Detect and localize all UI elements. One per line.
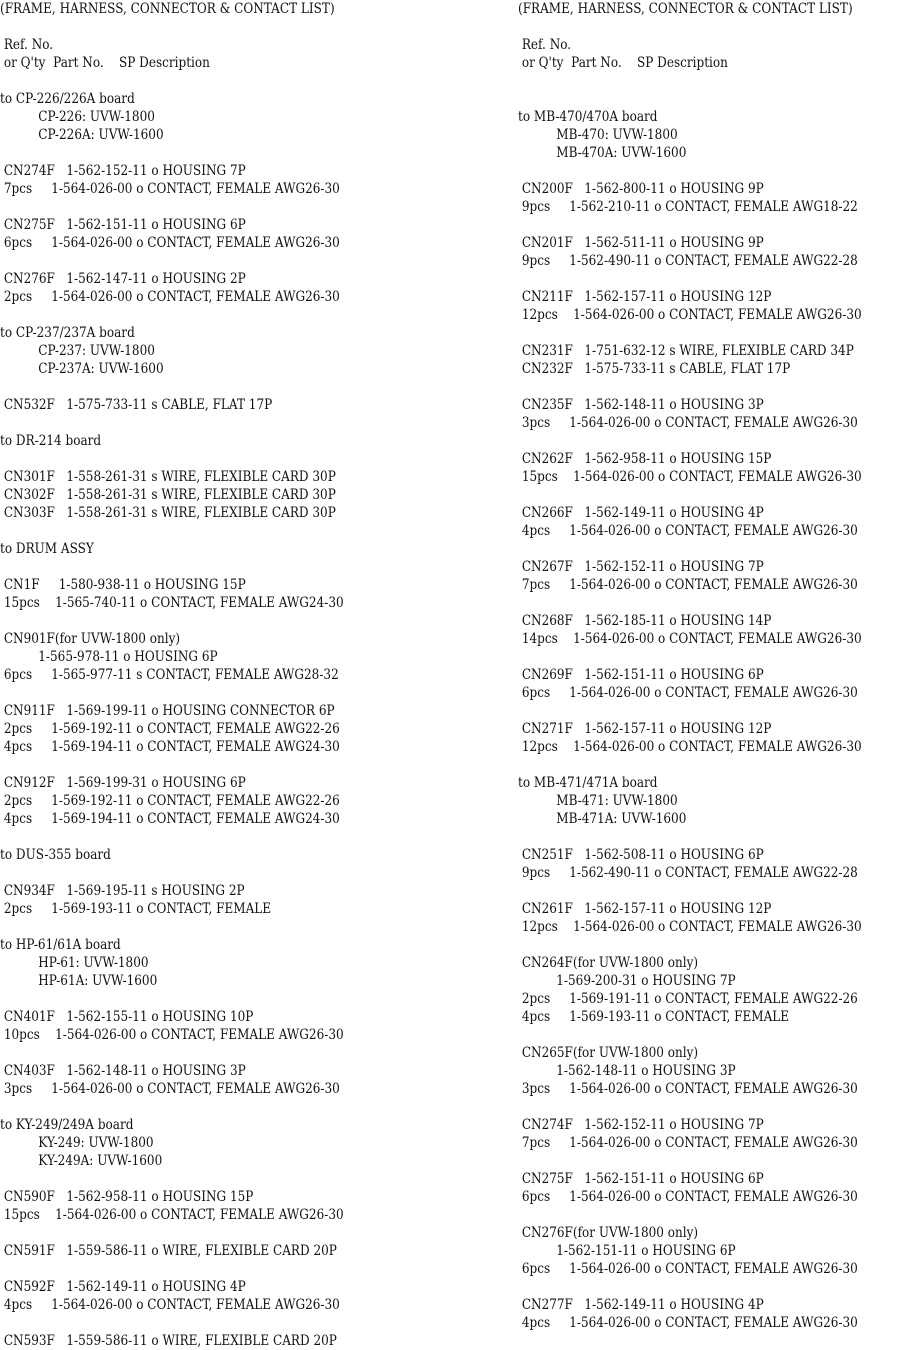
- left-part-entry: CN303F 1-558-261-31 s WIRE, FLEXIBLE CARD 30P: [0, 505, 336, 521]
- left-part-entry: CN403F 1-562-148-11 o HOUSING 3P: [0, 1063, 246, 1079]
- right-column-headers: Ref. No.: [518, 37, 572, 53]
- left-part-entry: CN301F 1-558-261-31 s WIRE, FLEXIBLE CARD 30P: [0, 469, 336, 485]
- left-column-headers: or Q'ty Part No. SP Description: [0, 55, 210, 71]
- left-column: [0, 0, 450, 1349]
- left-part-entry: CP-237: UVW-1800: [0, 343, 155, 359]
- right-part-entry: MB-471A: UVW-1600: [518, 811, 687, 827]
- right-part-entry: CN268F 1-562-185-11 o HOUSING 14P: [518, 613, 772, 629]
- left-part-entry: 6pcs 1-565-977-11 s CONTACT, FEMALE AWG28-32: [0, 667, 339, 683]
- right-part-entry: 14pcs 1-564-026-00 o CONTACT, FEMALE AWG26-30: [518, 631, 862, 647]
- right-part-entry: 3pcs 1-564-026-00 o CONTACT, FEMALE AWG26-30: [518, 415, 858, 431]
- left-part-entry: CP-226: UVW-1800: [0, 109, 155, 125]
- right-part-entry: CN269F 1-562-151-11 o HOUSING 6P: [518, 667, 764, 683]
- left-part-entry: 2pcs 1-564-026-00 o CONTACT, FEMALE AWG26-30: [0, 289, 340, 305]
- left-section-heading: to DR-214 board: [0, 433, 102, 449]
- right-part-entry: 6pcs 1-564-026-00 o CONTACT, FEMALE AWG26-30: [518, 1261, 858, 1277]
- right-part-entry: 12pcs 1-564-026-00 o CONTACT, FEMALE AWG26-30: [518, 919, 862, 935]
- right-part-entry: 1-562-151-11 o HOUSING 6P: [518, 1243, 736, 1259]
- right-part-entry: CN232F 1-575-733-11 s CABLE, FLAT 17P: [518, 361, 791, 377]
- left-part-entry: 3pcs 1-564-026-00 o CONTACT, FEMALE AWG26-30: [0, 1081, 340, 1097]
- right-part-entry: CN251F 1-562-508-11 o HOUSING 6P: [518, 847, 764, 863]
- left-part-entry: CN275F 1-562-151-11 o HOUSING 6P: [0, 217, 246, 233]
- right-part-entry: 4pcs 1-564-026-00 o CONTACT, FEMALE AWG26-30: [518, 1315, 858, 1331]
- left-section-heading: to CP-237/237A board: [0, 325, 135, 341]
- left-part-entry: 4pcs 1-569-194-11 o CONTACT, FEMALE AWG24-30: [0, 739, 340, 755]
- right-part-entry: CN231F 1-751-632-12 s WIRE, FLEXIBLE CARD 34P: [518, 343, 854, 359]
- left-part-entry: 6pcs 1-564-026-00 o CONTACT, FEMALE AWG26-30: [0, 235, 340, 251]
- left-part-entry: CN276F 1-562-147-11 o HOUSING 2P: [0, 271, 246, 287]
- right-part-entry: CN265F(for UVW-1800 only): [518, 1045, 699, 1061]
- left-part-entry: 2pcs 1-569-193-11 o CONTACT, FEMALE: [0, 901, 272, 917]
- right-part-entry: 12pcs 1-564-026-00 o CONTACT, FEMALE AWG26-30: [518, 307, 862, 323]
- left-part-entry: CN593F 1-559-586-11 o WIRE, FLEXIBLE CARD 20P: [0, 1333, 337, 1349]
- right-part-entry: CN235F 1-562-148-11 o HOUSING 3P: [518, 397, 764, 413]
- right-part-entry: 7pcs 1-564-026-00 o CONTACT, FEMALE AWG26-30: [518, 1135, 858, 1151]
- left-part-entry: CN1F 1-580-938-11 o HOUSING 15P: [0, 577, 246, 593]
- left-part-entry: CN274F 1-562-152-11 o HOUSING 7P: [0, 163, 246, 179]
- left-part-entry: 15pcs 1-565-740-11 o CONTACT, FEMALE AWG24-30: [0, 595, 344, 611]
- right-part-entry: 12pcs 1-564-026-00 o CONTACT, FEMALE AWG26-30: [518, 739, 862, 755]
- right-part-entry: 9pcs 1-562-210-11 o CONTACT, FEMALE AWG18-22: [518, 199, 858, 215]
- right-part-entry: MB-470A: UVW-1600: [518, 145, 687, 161]
- right-part-entry: CN211F 1-562-157-11 o HOUSING 12P: [518, 289, 772, 305]
- right-section-heading: to MB-470/470A board: [518, 109, 658, 125]
- right-part-entry: 4pcs 1-569-193-11 o CONTACT, FEMALE: [518, 1009, 790, 1025]
- right-part-entry: 3pcs 1-564-026-00 o CONTACT, FEMALE AWG26-30: [518, 1081, 858, 1097]
- left-part-entry: 15pcs 1-564-026-00 o CONTACT, FEMALE AWG26-30: [0, 1207, 344, 1223]
- left-part-entry: CN592F 1-562-149-11 o HOUSING 4P: [0, 1279, 246, 1295]
- right-part-entry: CN275F 1-562-151-11 o HOUSING 6P: [518, 1171, 764, 1187]
- left-part-entry: CP-226A: UVW-1600: [0, 127, 164, 143]
- left-part-entry: 4pcs 1-569-194-11 o CONTACT, FEMALE AWG24-30: [0, 811, 340, 827]
- right-part-entry: CN262F 1-562-958-11 o HOUSING 15P: [518, 451, 772, 467]
- left-part-entry: CN532F 1-575-733-11 s CABLE, FLAT 17P: [0, 397, 273, 413]
- left-part-entry: CN901F(for UVW-1800 only): [0, 631, 181, 647]
- left-part-entry: HP-61: UVW-1800: [0, 955, 149, 971]
- right-part-entry: 2pcs 1-569-191-11 o CONTACT, FEMALE AWG22-26: [518, 991, 858, 1007]
- right-part-entry: 6pcs 1-564-026-00 o CONTACT, FEMALE AWG26-30: [518, 1189, 858, 1205]
- right-part-entry: CN264F(for UVW-1800 only): [518, 955, 699, 971]
- left-part-entry: HP-61A: UVW-1600: [0, 973, 158, 989]
- right-part-entry: CN271F 1-562-157-11 o HOUSING 12P: [518, 721, 772, 737]
- left-part-entry: CN912F 1-569-199-31 o HOUSING 6P: [0, 775, 246, 791]
- left-part-entry: 4pcs 1-564-026-00 o CONTACT, FEMALE AWG26-30: [0, 1297, 340, 1313]
- left-section-heading: to HP-61/61A board: [0, 937, 121, 953]
- right-page-header: (FRAME, HARNESS, CONNECTOR & CONTACT LIST): [518, 1, 853, 17]
- left-part-entry: 2pcs 1-569-192-11 o CONTACT, FEMALE AWG22-26: [0, 721, 340, 737]
- left-part-entry: 7pcs 1-564-026-00 o CONTACT, FEMALE AWG26-30: [0, 181, 340, 197]
- left-part-entry: 1-565-978-11 o HOUSING 6P: [0, 649, 218, 665]
- left-part-entry: CN591F 1-559-586-11 o WIRE, FLEXIBLE CARD 20P: [0, 1243, 337, 1259]
- left-column-headers: Ref. No.: [0, 37, 54, 53]
- right-part-entry: MB-471: UVW-1800: [518, 793, 678, 809]
- right-part-entry: CN274F 1-562-152-11 o HOUSING 7P: [518, 1117, 764, 1133]
- right-part-entry: CN276F(for UVW-1800 only): [518, 1225, 699, 1241]
- left-part-entry: CN401F 1-562-155-11 o HOUSING 10P: [0, 1009, 254, 1025]
- left-part-entry: CN934F 1-569-195-11 s HOUSING 2P: [0, 883, 245, 899]
- right-part-entry: 1-562-148-11 o HOUSING 3P: [518, 1063, 736, 1079]
- right-part-entry: CN267F 1-562-152-11 o HOUSING 7P: [518, 559, 764, 575]
- left-part-entry: CN911F 1-569-199-11 o HOUSING CONNECTOR 6P: [0, 703, 335, 719]
- right-part-entry: 9pcs 1-562-490-11 o CONTACT, FEMALE AWG22-28: [518, 865, 858, 881]
- right-column-headers: or Q'ty Part No. SP Description: [518, 55, 728, 71]
- right-section-heading: to MB-471/471A board: [518, 775, 658, 791]
- right-part-entry: CN261F 1-562-157-11 o HOUSING 12P: [518, 901, 772, 917]
- left-section-heading: to CP-226/226A board: [0, 91, 135, 107]
- right-part-entry: 6pcs 1-564-026-00 o CONTACT, FEMALE AWG26-30: [518, 685, 858, 701]
- right-part-entry: 1-569-200-31 o HOUSING 7P: [518, 973, 736, 989]
- left-part-entry: 2pcs 1-569-192-11 o CONTACT, FEMALE AWG22-26: [0, 793, 340, 809]
- left-section-heading: to DRUM ASSY: [0, 541, 94, 557]
- right-part-entry: 9pcs 1-562-490-11 o CONTACT, FEMALE AWG22-28: [518, 253, 858, 269]
- right-column: [518, 0, 908, 1346]
- right-part-entry: 15pcs 1-564-026-00 o CONTACT, FEMALE AWG26-30: [518, 469, 862, 485]
- left-part-entry: CN590F 1-562-958-11 o HOUSING 15P: [0, 1189, 254, 1205]
- right-part-entry: MB-470: UVW-1800: [518, 127, 678, 143]
- right-part-entry: CN277F 1-562-149-11 o HOUSING 4P: [518, 1297, 764, 1313]
- right-part-entry: 7pcs 1-564-026-00 o CONTACT, FEMALE AWG26-30: [518, 577, 858, 593]
- right-part-entry: CN201F 1-562-511-11 o HOUSING 9P: [518, 235, 764, 251]
- left-part-entry: CP-237A: UVW-1600: [0, 361, 164, 377]
- right-part-entry: 4pcs 1-564-026-00 o CONTACT, FEMALE AWG26-30: [518, 523, 858, 539]
- right-part-entry: CN200F 1-562-800-11 o HOUSING 9P: [518, 181, 764, 197]
- left-part-entry: CN302F 1-558-261-31 s WIRE, FLEXIBLE CARD 30P: [0, 487, 336, 503]
- left-part-entry: KY-249: UVW-1800: [0, 1135, 154, 1151]
- left-part-entry: KY-249A: UVW-1600: [0, 1153, 163, 1169]
- left-section-heading: to DUS-355 board: [0, 847, 111, 863]
- left-page-header: (FRAME, HARNESS, CONNECTOR & CONTACT LIST): [0, 1, 335, 17]
- right-part-entry: CN266F 1-562-149-11 o HOUSING 4P: [518, 505, 764, 521]
- left-section-heading: to KY-249/249A board: [0, 1117, 134, 1133]
- left-part-entry: 10pcs 1-564-026-00 o CONTACT, FEMALE AWG26-30: [0, 1027, 344, 1043]
